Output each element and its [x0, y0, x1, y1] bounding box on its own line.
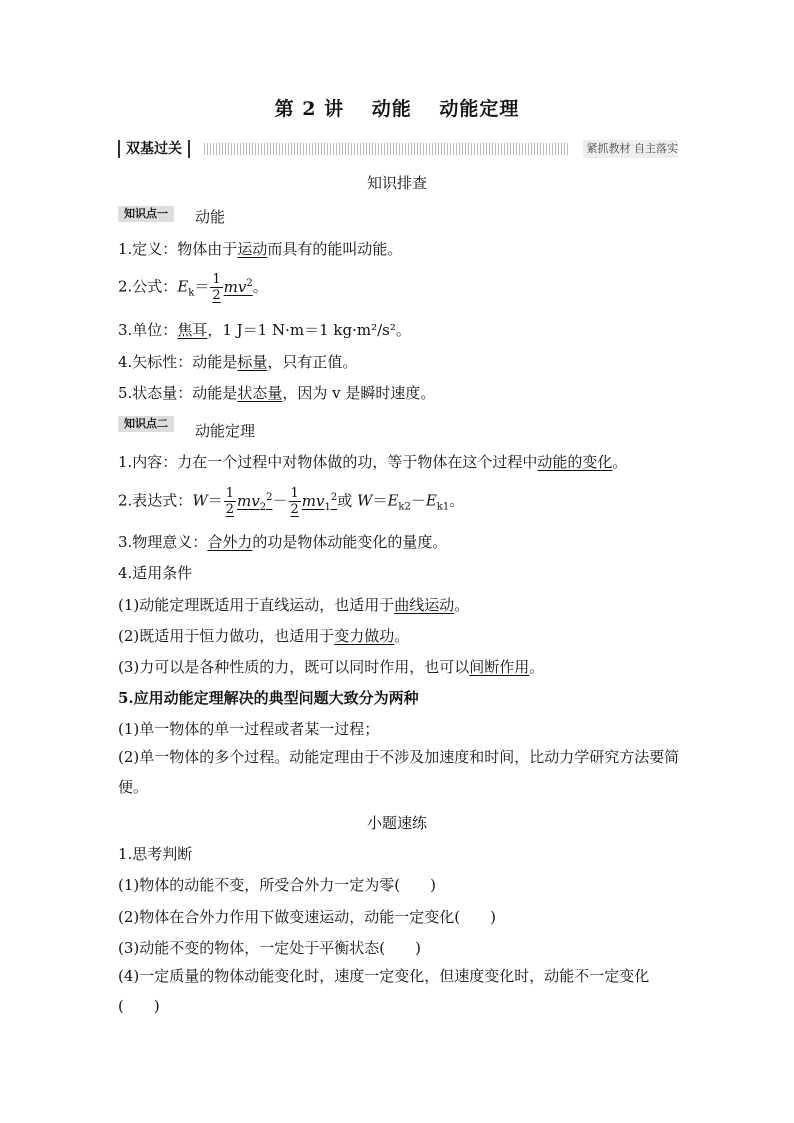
text: 。 — [612, 453, 628, 471]
kp2-condition-1 — [118, 594, 688, 615]
kp1-vector-scalar — [118, 351, 688, 372]
text: (1)动能定理既适用于直线运动，也适用于 — [118, 596, 395, 614]
knowledge-point-title-2: 动能定理 — [195, 422, 256, 440]
text: 5.状态量：动能是 — [118, 384, 238, 402]
text: 1.内容：力在一个过程中对物体做的功，等于物体在这个过程中 — [118, 453, 538, 471]
knowledge-point-tag-1: 知识点一 — [118, 206, 174, 222]
kp2-content — [118, 451, 688, 472]
kp1-formula: 2.公式：$E_k=$ $\frac{1}{2}$ $mv^2$。 — [118, 272, 268, 303]
section-title-knowledge: 知识排查 — [366, 174, 427, 192]
section-title-practice: 小题速练 — [366, 814, 427, 832]
lecture-number: 第 2 讲 — [274, 98, 345, 120]
title-part-2: 动能定理 — [439, 98, 520, 120]
text: 。 — [394, 627, 410, 645]
kp2-expression: 2.表达式：W＝ $\frac{1}{2}$ $mv_2^2-$ $\frac{1}{2}$ $mv_1^2$或 $W=E_{k2}-E_{k1}$。 — [118, 486, 465, 517]
kp2-condition-3 — [118, 656, 688, 677]
banner-strip — [204, 143, 568, 155]
text: 3.单位： — [118, 321, 178, 339]
practice-question-1: (1)物体的动能不变，所受合外力一定为零( ) — [118, 876, 436, 894]
text: 2.公式： — [118, 277, 178, 296]
fraction-half: $\frac{1}{2}$ — [225, 486, 235, 517]
text: ，1 J＝1 N·m＝1 kg·m²/s²。 — [207, 321, 411, 339]
practice-question-3: (3)动能不变的物体，一定处于平衡状态( ) — [118, 939, 421, 957]
text: 。 — [529, 658, 545, 676]
fraction-half: $\frac{1}{2}$ — [212, 272, 221, 303]
kp2-application-title: 5.应用动能定理解决的典型问题大致分为两种 — [118, 689, 419, 707]
kp1-state — [118, 382, 688, 403]
text: 4.矢标性：动能是 — [118, 353, 238, 371]
knowledge-point-title-1: 动能 — [195, 208, 226, 226]
text: ，只有正值。 — [267, 353, 358, 371]
page-title — [0, 94, 794, 121]
title-part-1: 动能 — [371, 98, 412, 120]
underlined-answer: 状态量 — [237, 384, 283, 402]
practice-question-4: (4)一定质量的物体动能变化时，速度一定变化，但速度变化时，动能不一定变化( ) — [118, 967, 650, 1015]
text: 的功是物体动能变化的量度。 — [252, 533, 448, 551]
practice-title: 1.思考判断 — [118, 845, 193, 863]
underlined-answer: 运动 — [237, 240, 268, 258]
underlined-answer: 动能的变化 — [537, 453, 613, 471]
underlined-answer: 曲线运动 — [394, 596, 455, 614]
underlined-answer: 标量 — [237, 353, 268, 371]
underlined-answer: 间断作用 — [469, 658, 530, 676]
underlined-answer: 焦耳 — [177, 321, 208, 339]
text: 。 — [454, 596, 470, 614]
text: 2.表达式： — [118, 491, 193, 510]
underlined-answer: 合外力 — [207, 533, 253, 551]
kp2-condition-2 — [118, 625, 688, 646]
banner-right-label: 紧抓教材 自主落实 — [583, 140, 679, 158]
underlined-answer: 变力做功 — [334, 627, 395, 645]
practice-question-2: (2)物体在合外力作用下做变速运动，动能一定变化( ) — [118, 908, 496, 926]
text: (3)力可以是各种性质的力，既可以同时作用，也可以 — [118, 658, 470, 676]
kp2-conditions-title: 4.适用条件 — [118, 564, 193, 582]
fraction-half: $\frac{1}{2}$ — [290, 486, 299, 517]
kp2-application-1: (1)单一物体的单一过程或者某一过程； — [118, 720, 380, 738]
kp2-application-2: (2)单一物体的多个过程。动能定理由于不涉及加速度和时间，比动力学研究方法要简便。 — [118, 748, 680, 796]
text: ，因为 v 是瞬时速度。 — [282, 384, 436, 402]
text: 1.定义：物体由于 — [118, 240, 238, 258]
banner-left-label: 双基过关 — [118, 140, 190, 158]
kp1-definition — [118, 238, 688, 259]
text: 而具有的能叫动能。 — [267, 240, 403, 258]
kp2-meaning — [118, 531, 688, 552]
section-banner — [118, 140, 678, 158]
knowledge-point-tag-2: 知识点二 — [118, 416, 174, 432]
text: (2)既适用于恒力做功，也适用于 — [118, 627, 335, 645]
text: 3.物理意义： — [118, 533, 208, 551]
kp1-unit — [118, 319, 688, 340]
